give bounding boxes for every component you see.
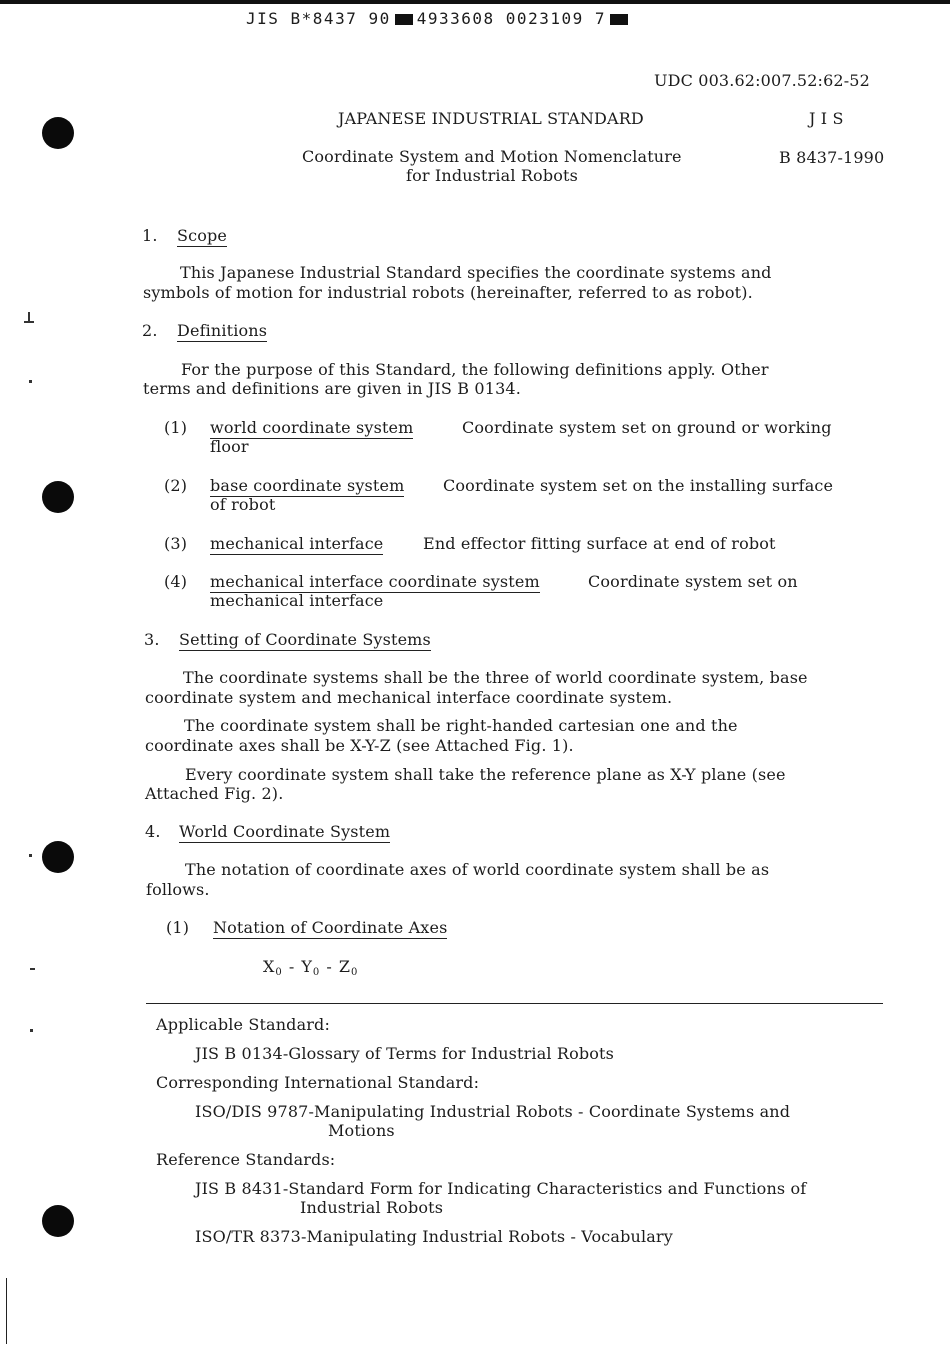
- definition-item-1-definition: Coordinate system set on ground or working: [462, 418, 832, 437]
- scan-speck: [29, 854, 32, 857]
- punch-hole: [42, 481, 74, 513]
- coordinate-systems-text-line1: The coordinate systems shall be the three of world coordinate system, base: [183, 668, 808, 687]
- axis-subscript: 0: [275, 967, 283, 978]
- scan-speck: [29, 380, 32, 383]
- corresponding-standard-label: Corresponding International Standard:: [156, 1073, 480, 1092]
- punch-hole: [42, 841, 74, 873]
- axis-separator: -: [288, 957, 296, 976]
- coordinate-systems-text-line2: coordinate system and mechanical interface coordinate system.: [145, 688, 673, 707]
- axis-z-symbol: Z: [338, 957, 352, 976]
- section-1-number: 1.: [142, 226, 158, 245]
- definition-item-4-number: (4): [164, 572, 188, 591]
- jis-label: J I S: [809, 109, 844, 128]
- scope-text-line2: symbols of motion for industrial robots (hereinafter, referred to as robot).: [143, 283, 753, 302]
- applicable-standard-label: Applicable Standard:: [156, 1015, 330, 1034]
- scan-speck: [30, 1029, 33, 1032]
- world-coordinate-text-line2: follows.: [146, 880, 210, 899]
- definition-item-4-term: mechanical interface coordinate system: [210, 572, 540, 591]
- punch-hole: [42, 117, 74, 149]
- subsection-number: (1): [166, 918, 190, 937]
- udc-code: UDC 003.62:007.52:62-52: [654, 71, 870, 90]
- definition-item-1-term: world coordinate system: [210, 418, 414, 437]
- top-code: [246, 9, 632, 28]
- definition-item-2-number: (2): [164, 476, 188, 495]
- top-code-mid: 4933608 0023109 7: [416, 9, 606, 28]
- document-title-line1: Coordinate System and Motion Nomenclature: [302, 147, 682, 166]
- definition-item-3-number: (3): [164, 534, 188, 553]
- section-4-heading: World Coordinate System: [179, 822, 391, 841]
- definition-item-2-definition-cont: of robot: [210, 495, 276, 514]
- cartesian-text-line2: coordinate axes shall be X-Y-Z (see Attached Fig. 1).: [145, 736, 574, 755]
- definitions-text-line1: For the purpose of this Standard, the following definitions apply. Other: [181, 360, 769, 379]
- reference-plane-text-line1: Every coordinate system shall take the reference plane as X-Y plane (see: [185, 765, 786, 784]
- axis-subscript: 0: [351, 967, 359, 978]
- scan-speck: [24, 321, 34, 323]
- reference-standard-2: ISO/TR 8373-Manipulating Industrial Robots - Vocabulary: [195, 1227, 673, 1246]
- reference-plane-text-line2: Attached Fig. 2).: [145, 784, 284, 803]
- footnote-divider: [146, 1003, 883, 1004]
- axis-x-symbol: X: [263, 957, 276, 976]
- top-border: [0, 0, 950, 4]
- top-code-left: JIS B*8437 90: [246, 9, 391, 28]
- punch-hole: [42, 1205, 74, 1237]
- scan-speck: [30, 968, 35, 970]
- standard-number: B 8437-1990: [779, 148, 885, 167]
- definition-item-2-term: base coordinate system: [210, 476, 405, 495]
- section-3-heading: Setting of Coordinate Systems: [179, 630, 431, 649]
- reference-standards-label: Reference Standards:: [156, 1150, 336, 1169]
- definition-item-3-definition: End effector fitting surface at end of robot: [423, 534, 776, 553]
- section-1-heading: Scope: [177, 226, 228, 245]
- corresponding-standard-entry-line1: ISO/DIS 9787-Manipulating Industrial Robots - Coordinate Systems and: [195, 1102, 791, 1121]
- definition-item-4-definition-cont: mechanical interface: [210, 591, 384, 610]
- corresponding-standard-entry-line2: Motions: [328, 1121, 395, 1140]
- axis-subscript: 0: [312, 967, 321, 978]
- world-coordinate-text-line1: The notation of coordinate axes of world coordinate system shall be as: [185, 860, 770, 879]
- cartesian-text-line1: The coordinate system shall be right-handed cartesian one and the: [184, 716, 738, 735]
- scope-text-line1: This Japanese Industrial Standard specifies the coordinate systems and: [180, 263, 772, 282]
- section-2-heading: Definitions: [177, 321, 268, 340]
- definition-item-1-definition-cont: floor: [210, 437, 249, 456]
- axis-y-symbol: Y: [301, 957, 313, 976]
- standard-organization: JAPANESE INDUSTRIAL STANDARD: [338, 109, 644, 128]
- section-4-number: 4.: [145, 822, 161, 841]
- black-block-mark: [395, 14, 413, 25]
- subsection-heading: Notation of Coordinate Axes: [213, 918, 448, 937]
- black-block-mark: [610, 14, 628, 25]
- reference-standard-1-line2: Industrial Robots: [300, 1198, 444, 1217]
- definitions-text-line2: terms and definitions are given in JIS B 0134.: [143, 379, 521, 398]
- scan-edge-line: [6, 1278, 7, 1344]
- axes-notation-formula: [263, 957, 358, 978]
- section-3-number: 3.: [144, 630, 160, 649]
- axis-separator: -: [326, 957, 333, 976]
- definition-item-4-definition: Coordinate system set on: [588, 572, 798, 591]
- definition-item-2-definition: Coordinate system set on the installing surface: [443, 476, 834, 495]
- document-title-line2: for Industrial Robots: [406, 166, 578, 185]
- section-2-number: 2.: [142, 321, 158, 340]
- definition-item-3-term: mechanical interface: [210, 534, 384, 553]
- definition-item-1-number: (1): [164, 418, 188, 437]
- reference-standard-1-line1: JIS B 8431-Standard Form for Indicating Characteristics and Functions of: [195, 1179, 807, 1198]
- applicable-standard-entry: JIS B 0134-Glossary of Terms for Industrial Robots: [195, 1044, 614, 1063]
